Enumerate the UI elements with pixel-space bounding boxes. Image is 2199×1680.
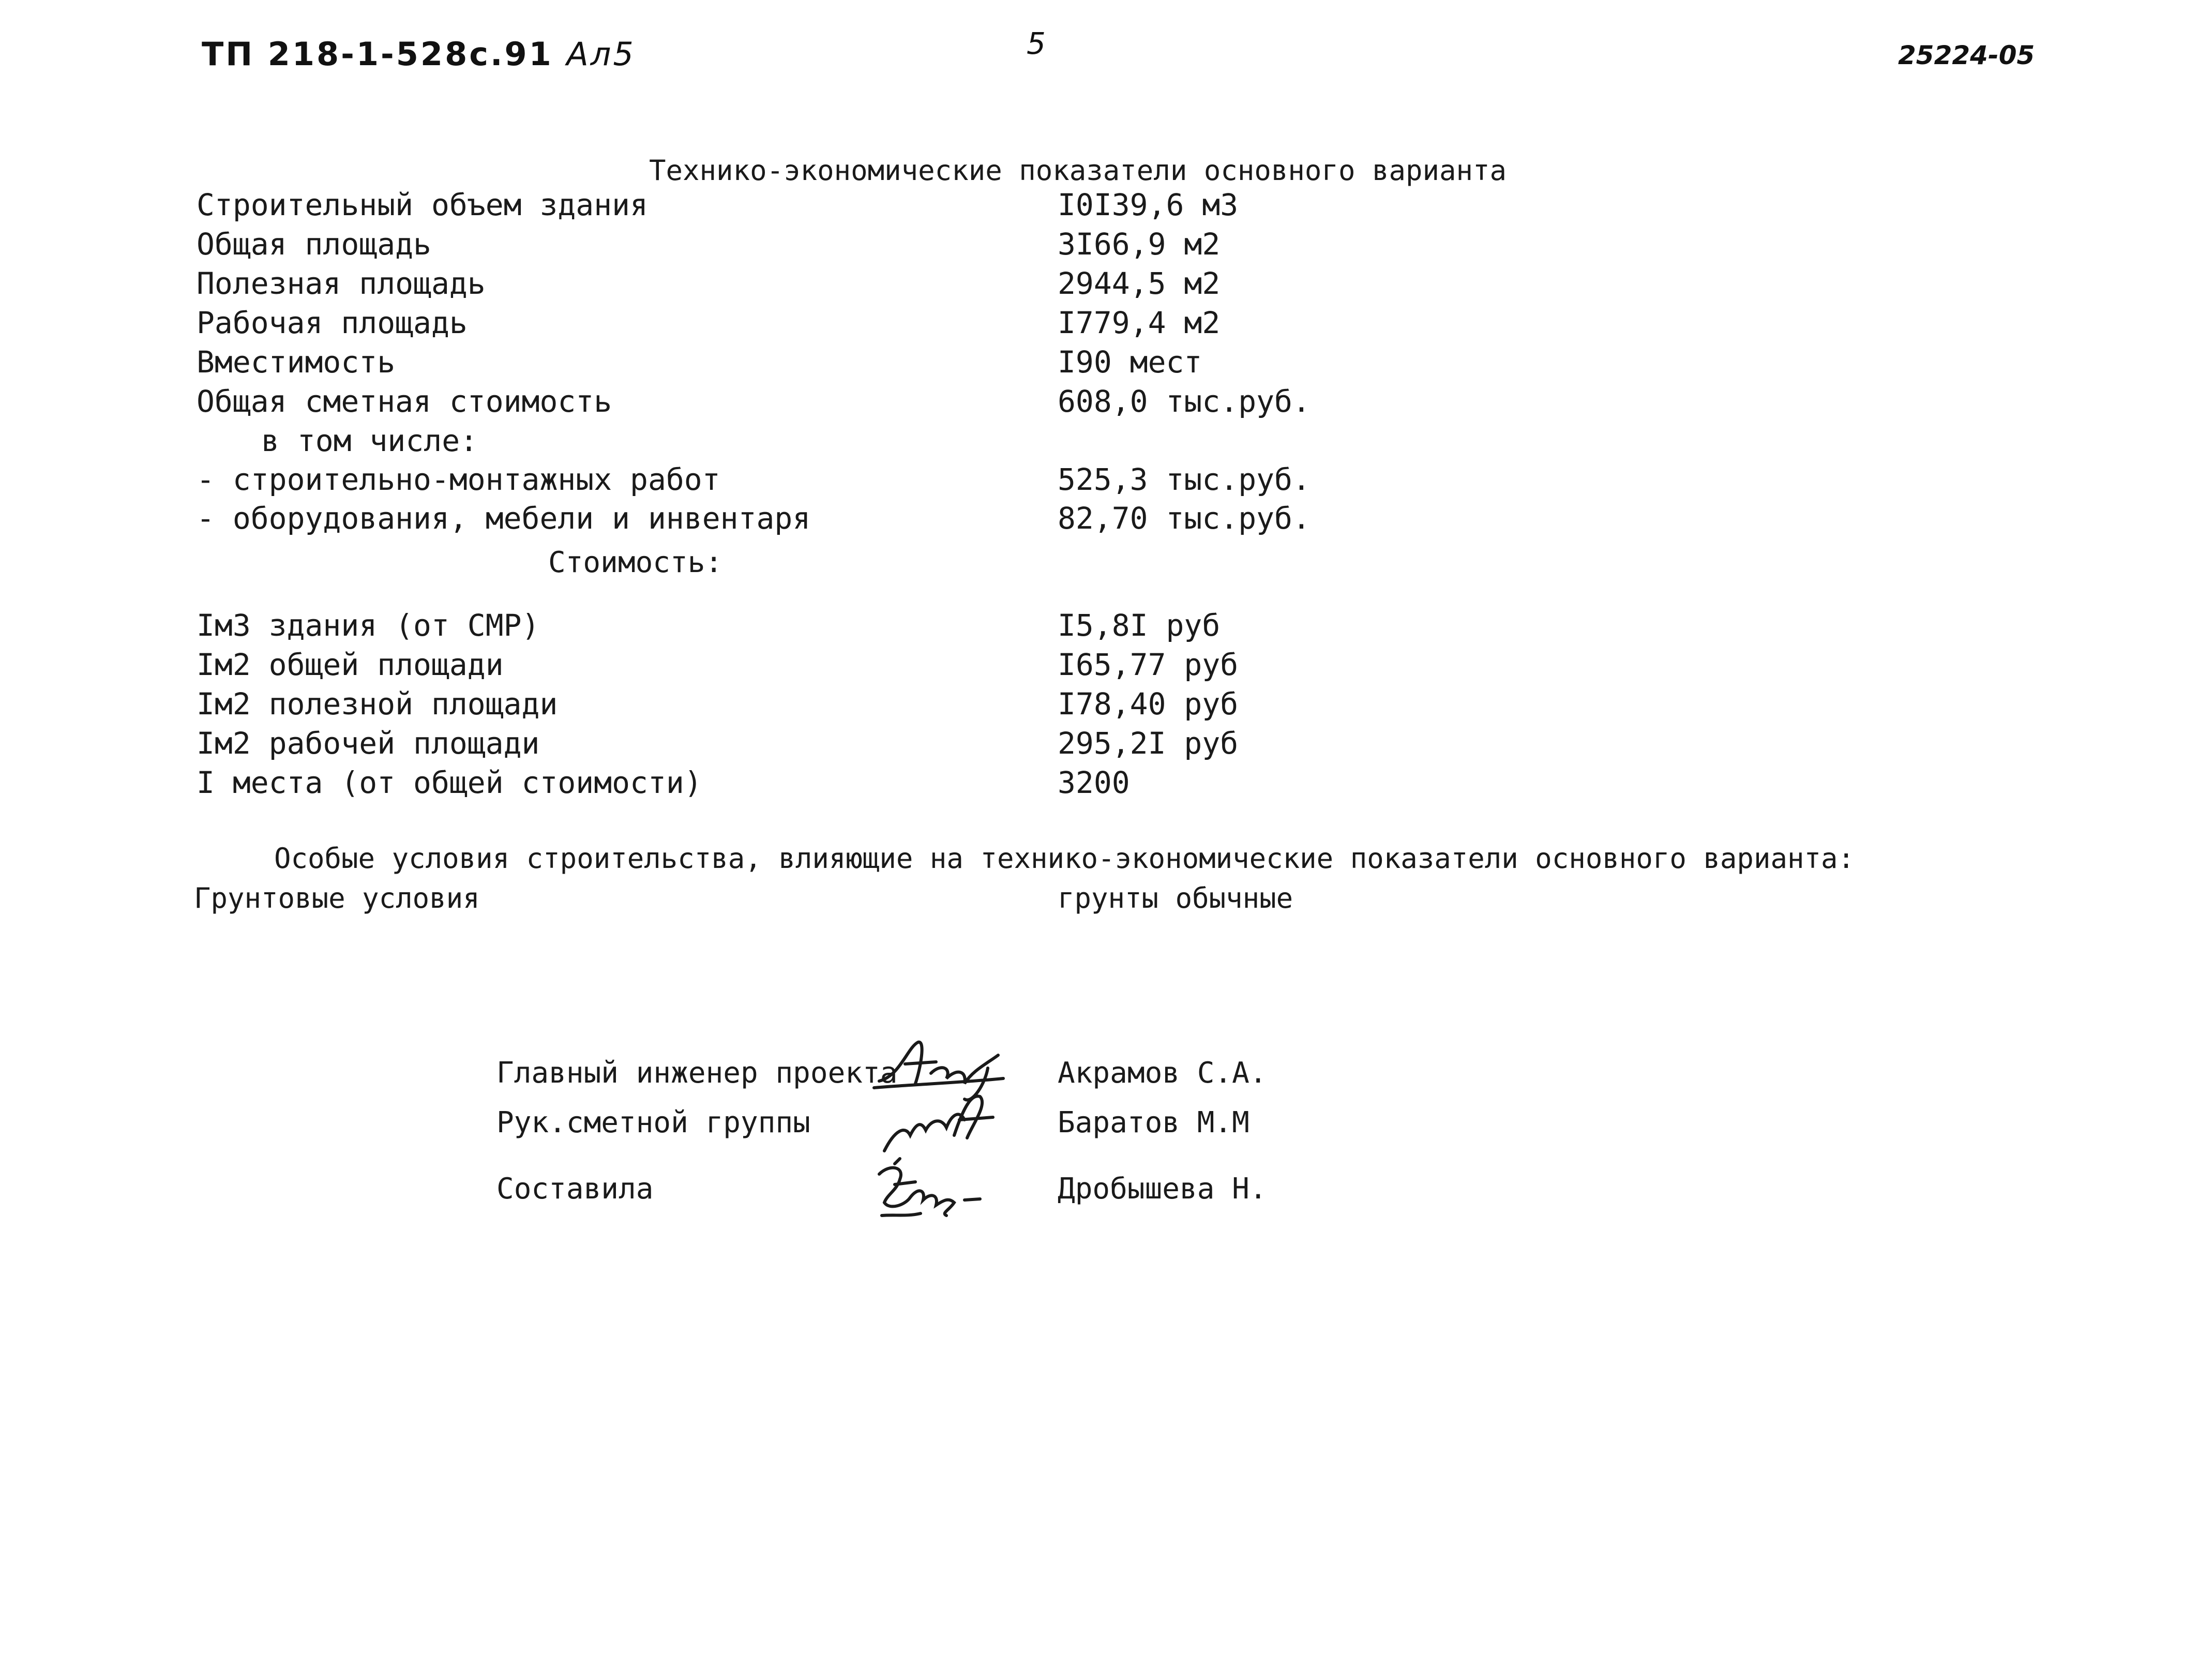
soil-conditions-label: Грунтовые условия: [194, 882, 480, 914]
indicator-value: 2944,5 м2: [1058, 266, 1221, 301]
unit-cost-label: Iм3 здания (от СМР): [197, 608, 540, 643]
doc-sheet-code: Ал5: [566, 35, 636, 73]
indicator-value: I90 мест: [1058, 344, 1202, 380]
indicator-row: [0, 462, 2199, 498]
unit-cost-row: [0, 608, 2199, 644]
indicator-value: 608,0 тыс.руб.: [1058, 384, 1311, 419]
unit-cost-value: 3200: [1058, 765, 1130, 800]
indicator-value: 82,70 тыс.руб.: [1058, 501, 1311, 536]
indicator-value: 525,3 тыс.руб.: [1058, 462, 1311, 497]
indicator-label: Общая площадь: [197, 227, 431, 262]
unit-cost-row: [0, 647, 2199, 683]
indicator-row: [0, 344, 2199, 381]
indicator-label: в том числе:: [261, 423, 478, 458]
indicator-label: Строительный объем здания: [197, 187, 648, 222]
unit-cost-label: Iм2 полезной площади: [197, 686, 558, 722]
indicator-label: Рабочая площадь: [197, 305, 468, 340]
unit-cost-label: Iм2 общей площади: [197, 647, 504, 682]
indicator-row: [0, 187, 2199, 223]
signatory-role: Рук.сметной группы: [496, 1106, 810, 1139]
unit-cost-label: Iм2 рабочей площади: [197, 726, 540, 761]
signatory-name: Акрамов С.А.: [1058, 1056, 1267, 1090]
unit-cost-label: I места (от общей стоимости): [197, 765, 702, 800]
indicator-label: Полезная площадь: [197, 266, 486, 301]
special-conditions-note: Особые условия строительства, влияющие на технико-экономические показатели основного варианта:: [274, 842, 1855, 875]
indicator-row: [0, 305, 2199, 341]
archive-number: 25224-05: [1898, 40, 2035, 70]
doc-code: [202, 35, 636, 73]
soil-conditions-value: грунты обычные: [1058, 882, 1293, 914]
indicator-value: 3I66,9 м2: [1058, 227, 1221, 262]
signatory-name: Дробышева Н.: [1058, 1172, 1267, 1206]
unit-cost-value: I5,8I руб: [1058, 608, 1221, 643]
unit-cost-row: [0, 726, 2199, 762]
indicator-row: [0, 423, 2199, 459]
indicator-value: I0I39,6 м3: [1058, 187, 1239, 222]
cost-heading: Стоимость:: [548, 546, 723, 579]
page-number: 5: [1027, 26, 1046, 61]
document-title: Технико-экономические показатели основного варианта: [649, 154, 1507, 187]
indicator-label: - строительно-монтажных работ: [197, 462, 720, 497]
unit-cost-row: [0, 765, 2199, 801]
indicator-label: - оборудования, мебели и инвентаря: [197, 501, 811, 536]
indicator-row: [0, 227, 2199, 263]
indicator-label: Общая сметная стоимость: [197, 384, 612, 419]
unit-cost-value: 295,2I руб: [1058, 726, 1239, 761]
indicator-row: [0, 266, 2199, 302]
unit-cost-value: I65,77 руб: [1058, 647, 1239, 682]
unit-cost-row: [0, 686, 2199, 723]
signatory-role: Составила: [496, 1172, 654, 1206]
doc-code-number: ТП 218-1-528с.91: [202, 35, 553, 73]
indicator-value: I779,4 м2: [1058, 305, 1221, 340]
handwritten-signature: [869, 1153, 1003, 1226]
indicator-row: [0, 501, 2199, 537]
unit-cost-value: I78,40 руб: [1058, 686, 1239, 722]
indicator-row: [0, 384, 2199, 420]
indicator-label: Вместимость: [197, 344, 396, 380]
signatory-role: Главный инженер проекта: [496, 1056, 898, 1090]
signatory-name: Баратов М.М: [1058, 1106, 1249, 1139]
